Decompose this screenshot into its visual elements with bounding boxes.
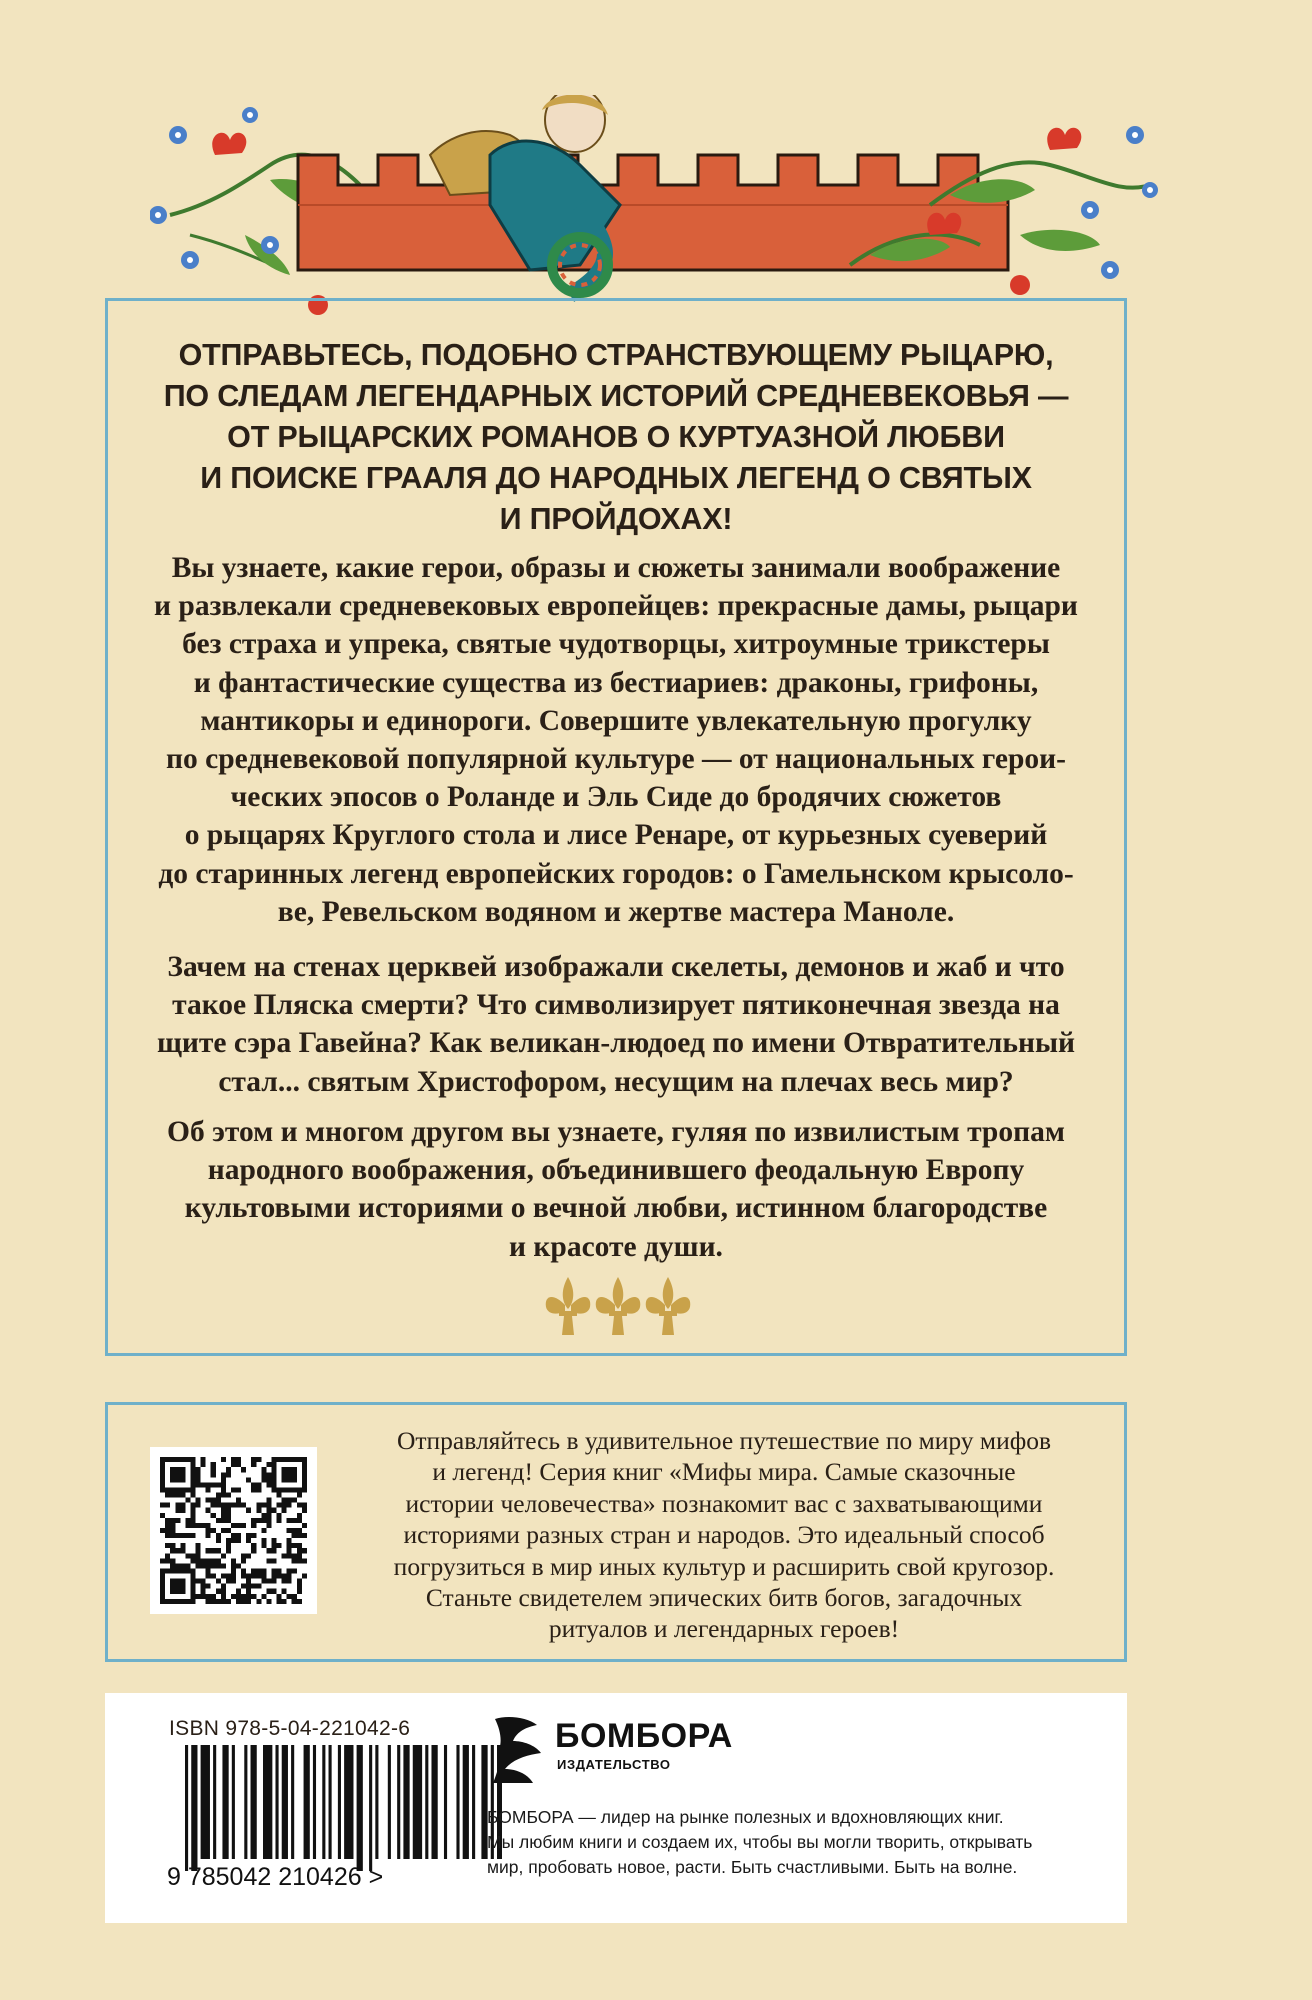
annotation-paragraph-3 — [128, 1113, 1104, 1266]
heading-line: И ПРОЙДОХАХ! — [499, 502, 733, 536]
text-line: Об этом и многом другом вы узнаете, гуляя по извилистым тропам — [167, 1116, 1065, 1148]
text-line: по средневековой популярной культуре — от национальных герои- — [166, 743, 1066, 776]
heading-line: ОТПРАВЬТЕСЬ, ПОДОБНО СТРАНСТВУЮЩЕМУ РЫЦАРЮ, — [178, 338, 1054, 372]
text-line: и фантастические существа из бестиариев: драконы, грифоны, — [193, 666, 1039, 699]
text-line: Мы любим книги и создаем их, чтобы вы могли творить, открывать — [487, 1832, 1033, 1852]
barcode — [167, 1745, 502, 1891]
text-line: Вы узнаете, какие герои, образы и сюжеты занимали воображение — [171, 552, 1061, 584]
text-line: такое Пляска смерти? Что символизирует пятиконечная звезда на — [172, 989, 1060, 1022]
publisher-subtitle: ИЗДАТЕЛЬСТВО — [557, 1757, 671, 1772]
text-line: истории человечества» познакомит вас с захватывающими — [405, 1488, 1043, 1518]
text-line: ритуалов и легендарных героев! — [548, 1614, 900, 1644]
text-line: щите сэра Гавейна? Как великан-людоед по имени Отвратительный — [156, 1027, 1075, 1060]
publisher-description — [487, 1805, 1032, 1880]
annotation-heading — [138, 335, 1094, 540]
text-line: и легенд! Серия книг «Мифы мира. Самые сказочные — [432, 1457, 1016, 1487]
annotation-paragraph-2 — [128, 948, 1104, 1101]
heading-line: И ПОИСКЕ ГРААЛЯ ДО НАРОДНЫХ ЛЕГЕНД О СВЯТЫХ — [200, 461, 1032, 495]
series-description — [344, 1425, 1104, 1645]
text-line: о рыцарях Круглого стола и лисе Ренаре, от курьезных суеверий — [184, 819, 1048, 852]
text-line: Станьте свидетелем эпических битв богов, загадочных — [425, 1583, 1023, 1613]
series-info-frame — [105, 1402, 1127, 1662]
text-line: мантикоры и единороги. Совершите увлекательную прогулку — [200, 704, 1032, 737]
publisher-panel — [105, 1693, 1127, 1923]
text-line: Отправляйтесь в удивительное путешествие по миру мифов — [396, 1426, 1052, 1455]
text-line: Зачем на стенах церквей изображали скелеты, демонов и жаб и что — [167, 951, 1065, 983]
annotation-frame — [105, 298, 1127, 1356]
text-line: мир, пробовать новое, расти. Быть счастливыми. Быть на волне. — [487, 1857, 1018, 1877]
annotation-paragraph-1 — [128, 549, 1104, 931]
heading-line: ПО СЛЕДАМ ЛЕГЕНДАРНЫХ ИСТОРИЙ СРЕДНЕВЕКОВЬЯ — — [163, 379, 1069, 413]
text-line: историями разных стран и народов. Это идеальный способ — [403, 1520, 1045, 1550]
text-line: ве, Ревельском водяном и жертве мастера Маноле. — [277, 895, 955, 928]
isbn-label: ISBN 978-5-04-221042-6 — [169, 1717, 411, 1740]
text-line: погрузиться в мир иных культур и расширить свой кругозор. — [393, 1551, 1055, 1581]
text-line: БОМБОРА — лидер на рынке полезных и вдохновляющих книг. — [487, 1807, 1004, 1827]
fleur-de-lis-ornament — [543, 1275, 693, 1339]
text-line: до старинных легенд европейских городов: о Гамельнском крысоло- — [158, 857, 1074, 890]
text-line: и развлекали средневековых европейцев: прекрасные дамы, рыцари — [154, 590, 1078, 623]
text-line: народного воображения, объединившего феодальную Европу — [207, 1154, 1025, 1187]
barcode-digits: 9 785042 210426 > — [167, 1863, 384, 1891]
text-line: культовыми историями о вечной любви, истинном благородстве — [184, 1192, 1048, 1225]
text-line: и красоте души. — [509, 1230, 723, 1263]
heading-line: ОТ РЫЦАРСКИХ РОМАНОВ О КУРТУАЗНОЙ ЛЮБВИ — [227, 420, 1005, 454]
text-line: без страха и упрека, святые чудотворцы, хитроумные трикстеры — [182, 628, 1050, 661]
publisher-name: БОМБОРА — [555, 1717, 733, 1755]
qr-code[interactable] — [150, 1447, 317, 1614]
text-line: стал... святым Христофором, несущим на плечах весь мир? — [218, 1065, 1014, 1098]
text-line: ческих эпосов о Роланде и Эль Сиде до бродячих сюжетов — [230, 781, 1002, 814]
